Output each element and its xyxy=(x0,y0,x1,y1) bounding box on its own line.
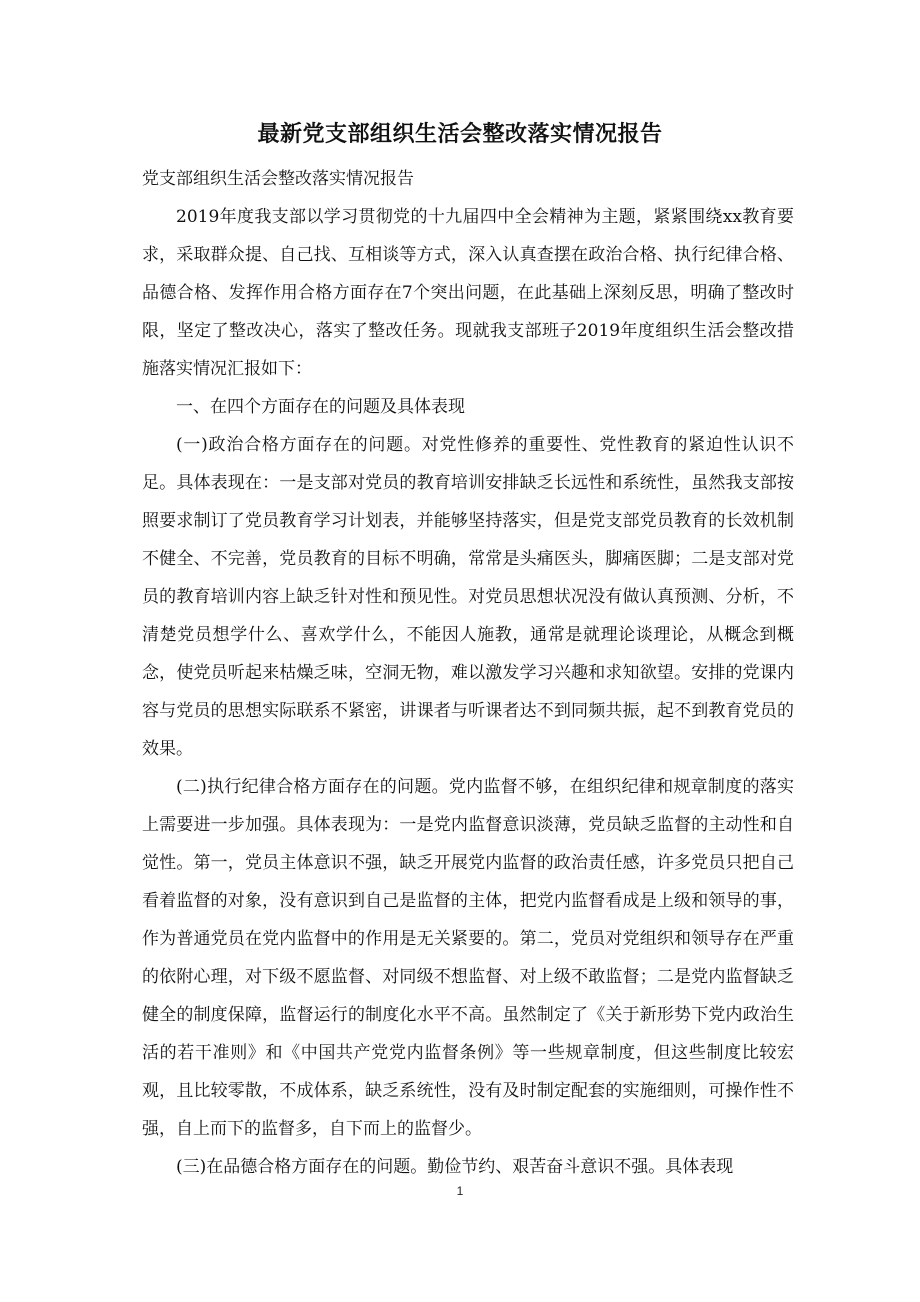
paragraph-discipline: (二)执行纪律合格方面存在的问题。党内监督不够，在组织纪律和规章制度的落实上需要进一步加强。具体表现为：一是党内监督意识淡薄，党员缺乏监督的主动性和自觉性。第一，党员主体意识不强，缺乏开展党内监督的政治责任感，许多党员只把自己看着监督的对象，没有意识到自己是监督的主体，把党内监督看成是上级和领导的事，作为普通党员在党内监督中的作用是无关紧要的。第二，党员对党组织和领导存在严重的依附心理，对下级不愿监督、对同级不想监督、对上级不敢监督；二是党内监督缺乏健全的制度保障，监督运行的制度化水平不高。虽然制定了《关于新形势下党内政治生活的若干准则》和《中国共产党党内监督条例》等一些规章制度，但这些制度比较宏观，且比较零散，不成体系，缺乏系统性，没有及时制定配套的实施细则，可操作性不强，自上而下的监督多，自下而上的监督少。 xyxy=(142,777,794,1139)
document-title: 最新党支部组织生活会整改落实情况报告 xyxy=(257,121,663,147)
document-body xyxy=(142,160,794,1186)
paragraph-morality: (三)在品德合格方面存在的问题。勤俭节约、艰苦奋斗意识不强。具体表现 xyxy=(176,1157,734,1177)
paragraph-political: (一)政治合格方面存在的问题。对党性修养的重要性、党性教育的紧迫性认识不足。具体表现在：一是支部对党员的教育培训安排缺乏长远性和系统性，虽然我支部按照要求制订了党员教育学习计划表，并能够坚持落实，但是党支部党员教育的长效机制不健全、不完善，党员教育的目标不明确，常常是头痛医头，脚痛医脚；二是支部对党员的教育培训内容上缺乏针对性和预见性。对党员思想状况没有做认真预测、分析，不清楚党员想学什么、喜欢学什么，不能因人施教，通常是就理论谈理论，从概念到概念，使党员听起来枯燥乏味，空洞无物，难以激发学习兴趣和求知欲望。安排的党课内容与党员的思想实际联系不紧密，讲课者与听课者达不到同频共振，起不到教育党员的效果。 xyxy=(142,435,794,759)
paragraph-intro: 2019年度我支部以学习贯彻党的十九届四中全会精神为主题，紧紧围绕xx教育要求，采取群众提、自己找、互相谈等方式，深入认真查摆在政治合格、执行纪律合格、品德合格、发挥作用合格方面存在7个突出问题，在此基础上深刻反思，明确了整改时限，坚定了整改决心，落实了整改任务。现就我支部班子2019年度组织生活会整改措施落实情况汇报如下： xyxy=(142,207,794,379)
page-number: 1 xyxy=(456,1184,464,1198)
section-heading: 一、在四个方面存在的问题及具体表现 xyxy=(176,397,465,417)
document-subtitle: 党支部组织生活会整改落实情况报告 xyxy=(142,169,414,189)
